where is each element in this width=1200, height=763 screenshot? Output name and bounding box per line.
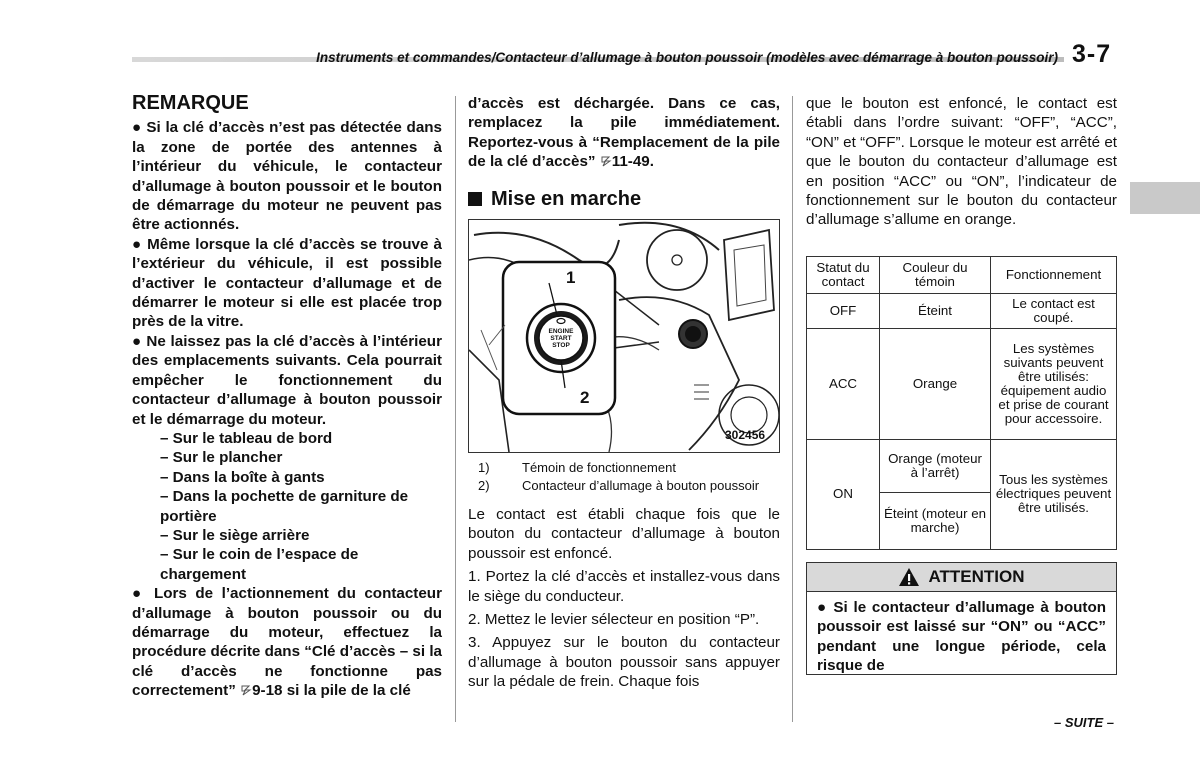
button-text-line3: STOP — [552, 342, 570, 350]
attention-text: ● Si le contacteur d’allumage à bouton poussoir est laissé sur “ON” ou “ACC” pendant une longue période, cela risque de — [817, 598, 1106, 675]
section-square-icon — [468, 192, 482, 206]
dashboard-illustration — [469, 220, 779, 452]
figure-captions — [468, 459, 780, 495]
figure-label-2: 2 — [580, 388, 590, 408]
header-cell: Fonctionnement — [991, 256, 1117, 293]
caption-text: Témoin de fonctionnement — [522, 460, 676, 476]
table-row — [807, 328, 1117, 439]
attention-banner — [806, 562, 1117, 592]
figure-label-1: 1 — [566, 268, 576, 288]
paragraph-intro: Le contact est établi chaque fois que le bouton du contacteur d’allumage à bouton poussoir est enfoncé. — [468, 506, 780, 562]
table-cell: ACC — [807, 328, 880, 439]
figure-code: 302456 — [725, 428, 766, 443]
caption-number: 2) — [478, 478, 490, 494]
section-title: Mise en marche — [491, 187, 642, 210]
location-item: – Sur le plancher — [160, 449, 283, 467]
step-3: 3. Appuyez sur le bouton du contacteur d’allumage à bouton poussoir sans appuyer sur la pédale de frein. Chaque fois — [468, 634, 780, 691]
continued-note — [468, 94, 780, 172]
caption-number: 1) — [478, 460, 490, 476]
attention-title: ATTENTION — [928, 567, 1025, 587]
continued-note-text: d’accès est déchargée. Dans ce cas, remplacez la pile immédiatement. Reportez-vous à “Remplacement de la pile de la clé d’accès” — [468, 95, 780, 171]
left-column — [132, 94, 442, 701]
location-item: – Dans la boîte à gants — [160, 468, 325, 486]
warning-triangle-icon — [898, 567, 920, 587]
note-bullet-4-ref: 9-18 — [252, 682, 283, 700]
table-cell: Orange — [880, 328, 991, 439]
engine-start-stop-text — [540, 328, 582, 349]
table-cell: Éteint — [880, 293, 991, 328]
table-cell: OFF — [807, 293, 880, 328]
header-title: Instruments et commandes/Contacteur d’allumage à bouton poussoir (modèles avec démarrage à bouton poussoir) — [316, 50, 1058, 65]
header-cell: Couleur du témoin — [880, 256, 991, 293]
location-item: – Sur le siège arrière — [160, 526, 310, 544]
chapter-tab — [1130, 182, 1200, 214]
paragraph-sequence: que le bouton est enfoncé, le contact est établi dans l’ordre suivant: “OFF”, “ACC”, “ON” et “OFF”. Lorsque le moteur est arrêté et que le bouton du contacteur d’allumage est en position “ACC” ou “ON”, l’indicateur de fonctionnement sur le bouton du contacteur d’allumage s’allume en orange. — [806, 95, 1117, 229]
attention-content — [806, 592, 1117, 675]
note-bullet-4 — [132, 584, 442, 700]
table-cell: Les systèmes suivants peuvent être utilisés: équipement audio et prise de courant pour accessoire. — [991, 328, 1117, 439]
section-heading — [468, 187, 780, 210]
caption-text: Contacteur d’allumage à bouton poussoir — [522, 478, 760, 494]
middle-column — [468, 94, 780, 692]
table-row — [807, 293, 1117, 328]
table-cell: ON — [807, 439, 880, 549]
button-text-line2: START — [550, 335, 572, 343]
step-1: 1. Portez la clé d’accès et installez-vous dans le siège du conducteur. — [468, 568, 780, 605]
note-bullet-4-text: ● Lors de l’actionnement du contacteur d’allumage à bouton poussoir ou du démarrage du moteur, effectuez la procédure décrite dans “Clé d’accès – si la clé d’accès ne fonctionne pas correctement” — [132, 585, 442, 700]
table-cell: Éteint (moteur en marche) — [880, 492, 991, 549]
note-bullet-2: ● Même lorsque la clé d’accès se trouve à l’extérieur du véhicule, il est possible d’activer le contacteur d’allumage et de démarrer le moteur si elle est placée trop près de la vitre. — [132, 235, 442, 331]
location-item: – Sur le coin de l’espace de chargement — [160, 546, 359, 583]
caption-item — [468, 459, 780, 477]
status-table — [806, 256, 1117, 550]
note-bullet-3: ● Ne laissez pas la clé d’accès à l’intérieur des emplacements suivants. Cela pourrait empêcher le fonctionnement du contacteur d’allumage à bouton poussoir et le démarrage du moteur. — [132, 332, 442, 428]
table-cell: Orange (moteur à l’arrêt) — [880, 439, 991, 492]
remarque-title: REMARQUE — [132, 92, 249, 114]
table-row — [807, 439, 1117, 492]
location-item: – Sur le tableau de bord — [160, 429, 333, 447]
reference-icon — [240, 684, 252, 696]
table-cell: Le contact est coupé. — [991, 293, 1117, 328]
header-cell: Statut du contact — [807, 256, 880, 293]
continued-marker: – SUITE – — [1054, 715, 1114, 730]
step-2: 2. Mettez le levier sélecteur en position “P”. — [468, 611, 760, 629]
reference-icon — [600, 155, 612, 167]
column-divider-left — [455, 96, 456, 722]
location-item: – Dans la pochette de garniture de portière — [160, 488, 409, 525]
ignition-figure — [468, 219, 780, 453]
note-bullet-1: ● Si la clé d’accès n’est pas détectée dans la zone de portée des antennes à l’intérieur du véhicule, le contacteur d’allumage à bouton poussoir et le bouton de démarrage du moteur ne peuvent pas être actionnés. — [132, 119, 442, 234]
column-divider-right — [792, 96, 793, 722]
caption-item — [468, 477, 780, 495]
note-bullet-4-tail: si la pile de la clé — [282, 682, 411, 700]
table-row — [807, 256, 1117, 293]
table-cell: Tous les systèmes électriques peuvent être utilisés. — [991, 439, 1117, 549]
button-text-line1: ENGINE — [548, 328, 574, 336]
right-column — [806, 94, 1117, 675]
continued-note-ref: 11-49. — [611, 153, 654, 171]
page-number: 3-7 — [1072, 40, 1112, 68]
